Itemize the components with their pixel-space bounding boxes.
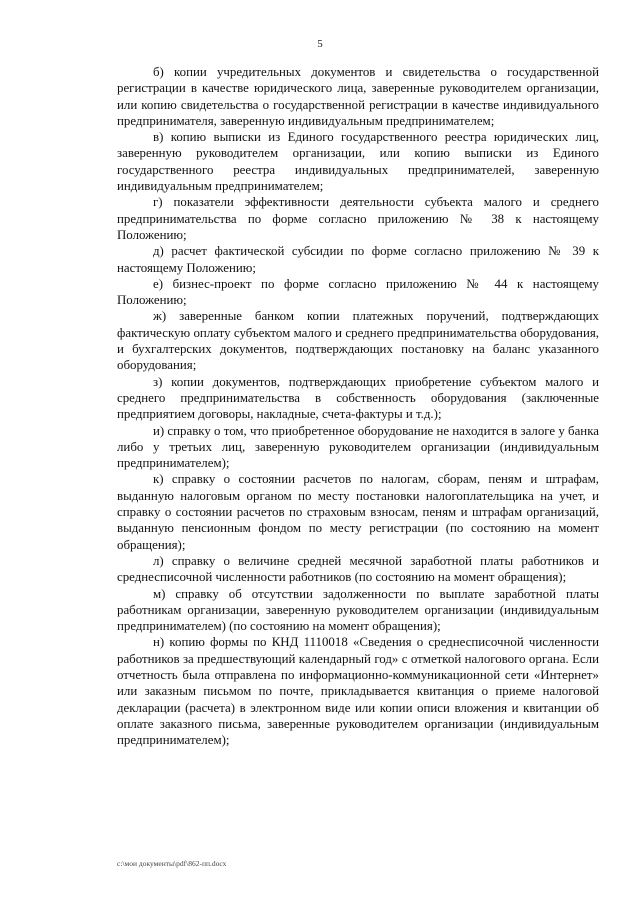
paragraph-l: л) справку о величине средней месячной заработной платы работников и среднесписочной численности работников (по состоянию на момент обращения); [117, 553, 599, 585]
paragraph-e: е) бизнес-проект по форме согласно приложению № 44 к настоящему Положению; [117, 276, 599, 308]
paragraph-b: б) копии учредительных документов и свидетельства о государственной регистрации в качестве юридического лица, заверенные руководителем организации, или копию свидетельства о государственной регистрации в качестве индивидуального предпринимателя, заверенную индивидуальным предпринимателем; [117, 65, 599, 128]
paragraph-d: д) расчет фактической субсидии по форме согласно приложению № 39 к настоящему Положению; [117, 244, 599, 275]
paragraph-n: н) копию формы по КНД 1110018 «Сведения о среднесписочной численности работников за предшествующий календарный год» с отметкой налогового органа. Если отчетность была отправлена по информационно-коммуникационной сети «Интернет» или заказным письмом по почте, прикладывается квитанция о приеме налоговой декларации (расчета) в электронном виде или копии описи вложения и квитанции об оплате заказного письма, заверенные руководителем организации (индивидуальным предпринимателем); [117, 635, 599, 748]
paragraph-z: з) копии документов, подтверждающих приобретение субъектом малого и среднего предпринимательства в собственность оборудования (заключенные предприятием договоры, накладные, счета-фактуры и т.д.); [117, 374, 599, 422]
paragraph-k: к) справку о состоянии расчетов по налогам, сборам, пеням и штрафам, выданную налоговым органом по месту постановки налогоплательщика на учет, и справку о состоянии расчетов по страховым взносам, пеням и штрафам организаций, выданную пенсионным фондом по месту регистрации (по состоянию на момент обращения); [117, 472, 599, 552]
paragraph-zh: ж) заверенные банком копии платежных поручений, подтверждающих фактическую оплату субъектом малого и среднего предпринимательства оборудования, и бухгалтерских документов, подтверждающих постановку на баланс указанного оборудования; [117, 309, 599, 373]
document-body [117, 64, 599, 748]
file-path-footer: c:\мои документы\pdf\862-пп.docx [117, 859, 227, 868]
paragraph-i: и) справку о том, что приобретенное оборудование не находится в залоге у банка либо у третьих лиц, заверенную руководителем организации (индивидуальным предпринимателем); [117, 423, 599, 471]
paragraph-m: м) справку об отсутствии задолженности по выплате заработной платы работникам организации, заверенную руководителем организации (индивидуальным предпринимателем) (по состоянию на момент обращения); [117, 586, 599, 634]
page-number: 5 [317, 38, 323, 50]
paragraph-v: в) копию выписки из Единого государственного реестра юридических лиц, заверенную руководителем организации, или копию выписки из Единого государственного реестра индивидуальных предпринимателей, заверенную индивидуальным предпринимателем; [117, 130, 599, 194]
paragraph-g: г) показатели эффективности деятельности субъекта малого и среднего предпринимательства по форме согласно приложению № 38 к настоящему Положению; [117, 195, 599, 242]
